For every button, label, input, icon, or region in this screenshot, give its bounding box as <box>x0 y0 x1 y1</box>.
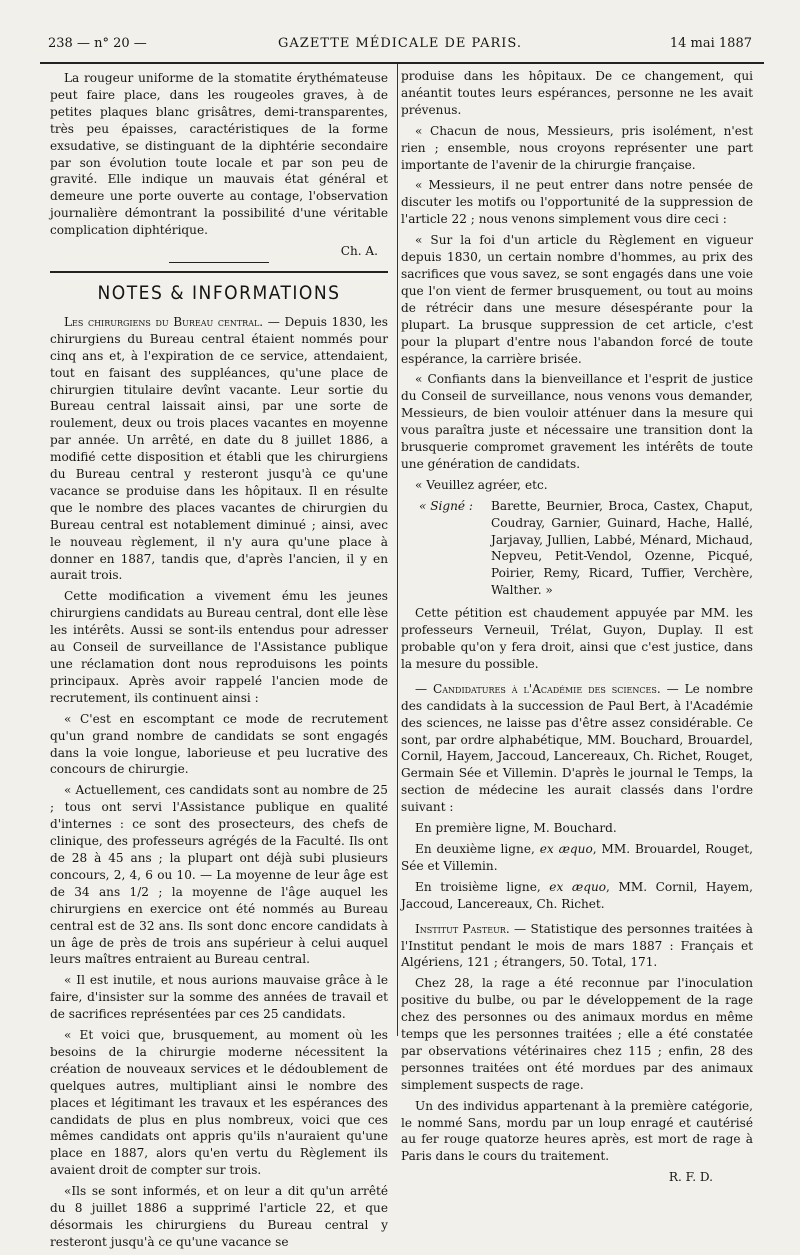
section-title: NOTES & INFORMATIONS <box>97 281 341 304</box>
paragraph: Cette modification a vivement ému les jeunes chirurgiens candidats au Bureau central, dont elle lèse les intérêts. Aussi se sont-ils entendus pour adresser au Conseil de surveillance de l'Assistance publique une réclamation dont nous reproduisons les points principaux. Après avoir rappelé l'ancien mode de recrutement, ils continuent ainsi : <box>50 589 388 705</box>
intro-signature: Ch. A. <box>340 244 378 259</box>
page-number: 238 — n° 20 — <box>48 36 147 51</box>
paragraph: — Candidatures à l'Académie des sciences. — Le nombre des candidats à la succession de Paul Bert, à l'Académie des sciences, ne laisse pas d'être assez considérable. Ce sont, par ordre alphabétique, MM. Bouchard, Brouardel, Cornil, Hayem, Jaccoud, Lancereaux, Ch. Richet, Rouget, Germain Sée et Villemin. D'après le journal le Temps, la section de médecine les aurait classés dans l'ordre suivant : <box>401 681 753 815</box>
paragraph-lead: — Candidatures à l'Académie des sciences. <box>415 681 661 696</box>
column-divider <box>397 64 398 1036</box>
page-header <box>48 36 752 58</box>
paragraph: En troisième ligne, ex æquo, MM. Cornil, Hayem, Jaccoud, Lancereaux, Ch. Richet. <box>401 879 753 911</box>
paragraph: «Ils se sont informés, et on leur a dit qu'un arrêté du 8 juillet 1886 a supprimé l'article 22, et que désormais les chirurgiens du Bureau central y resteront jusqu'à ce qu'une vacance se <box>50 1184 388 1249</box>
paragraph: En première ligne, M. Bouchard. <box>415 821 617 836</box>
section-rule <box>50 271 388 273</box>
left-column <box>50 70 388 1255</box>
paragraph: Institut Pasteur. — Statistique des personnes traitées à l'Institut pendant le mois de mars 1887 : Français et Algériens, 121 ; étrangers, 50. Total, 171. <box>401 921 753 970</box>
signatories-block <box>401 498 753 599</box>
right-column <box>401 68 753 1186</box>
paragraph: produise dans les hôpitaux. De ce changement, qui anéantit toutes leurs espérances, personne ne les avait prévenus. <box>401 69 753 117</box>
paragraph: Un des individus appartenant à la première catégorie, le nommé Sans, mordu par un loup enragé et cautérisé au fer rouge quatorze heures après, est mort de rage à Paris dans le cours du traitement. <box>401 1098 753 1164</box>
header-rule <box>40 62 764 64</box>
issue-date: 14 mai 1887 <box>669 36 752 51</box>
paragraph: « C'est en escomptant ce mode de recrutement qu'un grand nombre de candidats se sont engagés dans la voie longue, laborieuse et peu lucrative des concours de chirurgie. <box>50 711 388 777</box>
paragraph: En deuxième ligne, ex æquo, MM. Brouardel, Rouget, Sée et Villemin. <box>401 841 753 873</box>
paragraph-lead: Les chirurgiens du Bureau central. <box>64 314 264 329</box>
paragraph: « Actuellement, ces candidats sont au nombre de 25 ; tous ont servi l'Assistance publique en qualité d'internes : ce sont des prosecteurs, des chefs de clinique, des professeurs agrégés de la Faculté. Ils ont de 28 à 45 ans ; la plupart ont déjà subi plusieurs concours, 2, 4, 6 ou 10. — La moyenne de leur âge est de 34 ans 1/2 ; la moyenne de l'âge auquel les chirurgiens en exercice ont été nommés au Bureau central est de 32 ans. Ils sont donc encore candidats à un âge de près de trois ans supérieur à celui auquel leurs maîtres entraient au Bureau central. <box>50 783 388 967</box>
paragraph: « Veuillez agréer, etc. <box>415 477 548 492</box>
short-rule <box>169 262 269 263</box>
paragraph: « Chacun de nous, Messieurs, pris isolément, n'est rien ; ensemble, nous croyons représenter une part importante de l'avenir de la chirurgie française. <box>401 123 753 172</box>
paragraph: « Et voici que, brusquement, au moment où les besoins de la chirurgie moderne nécessitent la création de nouveaux services et le dédoublement de quelques autres, multipliant ainsi le nombre des places et légitimant les travaux et les espérances des candidats de plus en plus nombreux, voici que ces mêmes candidats ont appris qu'ils n'auraient qu'une place en 1887, alors qu'en vertu du Règlement ils avaient droit de compter sur trois. <box>50 1028 388 1178</box>
signatories: Barette, Beurnier, Broca, Castex, Chaput, Coudray, Garnier, Guinard, Hache, Hallé, Jarjavay, Jullien, Labbé, Ménard, Michaud, Nepveu, Petit-Vendol, Ozenne, Picqué, Poirier, Remy, Ricard, Tuffier, Verchère, Walther. » <box>491 498 753 598</box>
closing-signature: R. F. D. <box>668 1170 713 1185</box>
paragraph: « Sur la foi d'un article du Règlement en vigueur depuis 1830, un certain nombre d'hommes, au prix des sacrifices que vous savez, se sont engagés dans une voie que l'on vient de fermer brusquement, ou tout au moins de rétrécir dans une mesure désespérante pour la plupart. La brusque suppression de cet article, c'est pour la plupart d'entre nous l'abandon forcé de toute espérance, la carrière brisée. <box>401 233 753 366</box>
intro-paragraph: La rougeur uniforme de la stomatite érythémateuse peut faire place, dans les rougeoles graves, à de petites plaques blanc grisâtres, demi-transparentes, très peu épaisses, caractéristiques de la forme exsudative, se distinguant de la diphtérie secondaire par son évolution toute locale et par son peu de gravité. Elle indique un mauvais état général et demeure une porte ouverte au contage, l'observation journalière démontrant la possibilité d'une véritable complication diphtérique. <box>50 71 388 238</box>
paragraph: « Il est inutile, et nous aurions mauvaise grâce à le faire, d'insister sur la somme des années de travail et de sacrifices représentées par ces 25 candidats. <box>50 973 388 1022</box>
signe-label: « Signé : <box>419 498 474 513</box>
journal-title: GAZETTE MÉDICALE DE PARIS. <box>278 36 522 51</box>
paragraph: Chez 28, la rage a été reconnue par l'inoculation positive du bulbe, ou par le développement de la rage chez des personnes ou des animaux mordus en même temps que les personnes traitées ; elle a été constatée par observations vétérinaires chez 115 ; enfin, 28 des personnes traitées ont été mordues par des animaux simplement suspects de rage. <box>401 976 753 1092</box>
paragraph: Cette pétition est chaudement appuyée par MM. les professeurs Verneuil, Trélat, Guyon, Duplay. Il est probable qu'on y fera droit, ainsi que c'est justice, dans la mesure du possible. <box>401 606 753 671</box>
paragraph: « Confiants dans la bienveillance et l'esprit de justice du Conseil de surveillance, nous venons vous demander, Messieurs, de bien vouloir atténuer dans la mesure qui vous paraîtra juste et nécessaire une transition dont la brusquerie compromet gravement les intérêts de toute une génération de candidats. <box>401 372 753 471</box>
paragraph-lead: Institut Pasteur. <box>415 921 510 936</box>
paragraph: « Messieurs, il ne peut entrer dans notre pensée de discuter les motifs ou l'opportunité de la suppression de l'article 22 ; nous venons simplement vous dire ceci : <box>401 178 753 227</box>
paragraph: Les chirurgiens du Bureau central. — Depuis 1830, les chirurgiens du Bureau central étaient nommés pour cinq ans et, à l'expiration de ce service, attendaient, tout en faisant des suppléances, qu'une place de chirurgien titulaire devînt vacante. Leur sortie du Bureau central laissait ainsi, par une sorte de roulement, deux ou trois places vacantes en moyenne par année. Un arrêté, en date du 8 juillet 1886, a modifié cette disposition et établi que les chirurgiens du Bureau central y resteront jusqu'à ce qu'une vacance se produise dans les hôpitaux. Il en résulte que le nombre des places vacantes de chirurgien du Bureau central est notablement diminué ; ainsi, avec le nouveau règlement, il n'y aura qu'une place à donner en 1887, tandis que, d'après l'ancien, il y en aurait trois. <box>50 314 388 583</box>
